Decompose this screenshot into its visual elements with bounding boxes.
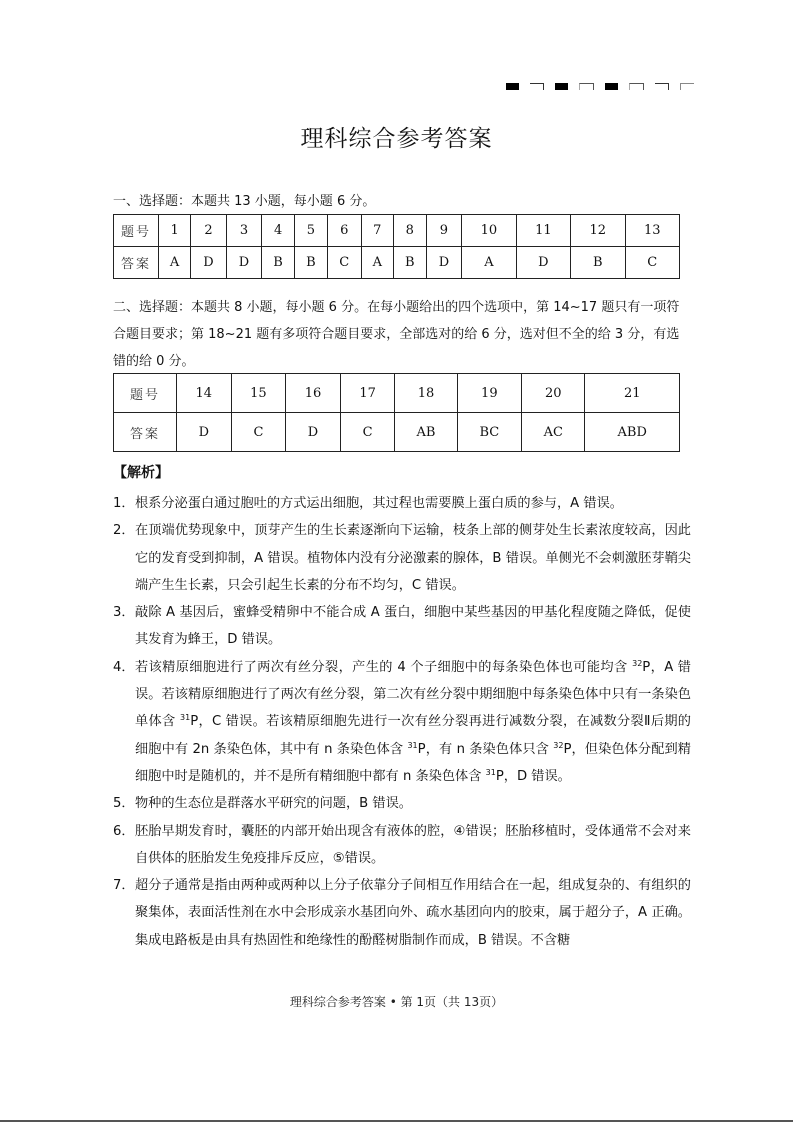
item-number: 7． (113, 878, 135, 894)
analysis-item (113, 599, 691, 654)
answer-cell: D (177, 413, 232, 452)
isotope-superscript: 31 (407, 740, 418, 750)
mark-solid (555, 83, 568, 90)
answer-table-1 (113, 214, 680, 279)
question-number-cell: 3 (226, 215, 261, 247)
analysis-item (113, 818, 691, 873)
item-number: 4． (113, 659, 135, 675)
analysis-item (113, 517, 691, 599)
question-number-cell: 13 (625, 215, 680, 247)
mark-open (655, 83, 669, 90)
analysis-item (113, 872, 691, 954)
answer-cell: ABD (585, 413, 680, 452)
answer-cell: AC (522, 413, 585, 452)
mark-open (530, 83, 544, 90)
item-text: 物种的生态位是群落水平研究的问题，B 错误。 (135, 796, 412, 812)
row-label: 答案 (114, 247, 159, 279)
isotope-superscript: 31 (180, 713, 191, 723)
item-number: 1． (113, 496, 135, 511)
row-label: 题号 (114, 215, 159, 247)
answer-cell: B (262, 247, 295, 279)
answer-cell: C (340, 413, 395, 452)
question-number-cell: 14 (177, 374, 232, 413)
answer-cell: D (426, 247, 461, 279)
answer-cell: D (286, 413, 341, 452)
question-number-cell: 19 (457, 374, 522, 413)
item-text: 敲除 A 基因后，蜜蜂受精卵中不能合成 A 蛋白，细胞中某些基因的甲基化程度随之降低，促使其发育为蜂王，D 错误。 (135, 605, 691, 648)
section2-heading: 二、选择题：本题共 8 小题，每小题 6 分。在每小题给出的四个选项中，第 14~17 题只有一项符合题目要求；第 18~21 题有多项符合题目要求，全部选对的给 6 分，选对但不全的给 3 分，有选错的给 0 分。 (113, 300, 680, 369)
answer-cell: C (327, 247, 361, 279)
mark-solid (605, 83, 618, 90)
isotope-superscript: 32 (632, 658, 643, 668)
question-number-cell: 9 (426, 215, 461, 247)
question-number-cell: 15 (231, 374, 286, 413)
question-number-cell: 6 (327, 215, 361, 247)
item-text: 胚胎早期发育时，囊胚的内部开始出现含有液体的腔，④错误；胚胎移植时，受体通常不会对来自供体的胚胎发生免疫排斥反应，⑤错误。 (135, 823, 691, 866)
answer-cell: C (231, 413, 286, 452)
text-segment: P，A 错误。若该精原细胞进行了两次有丝分裂，第二次有丝分裂中期细胞中每条染色体中只有一条染色单体含 (135, 659, 691, 730)
analysis-heading: 【解析】 (113, 465, 169, 481)
answer-cell: BC (457, 413, 522, 452)
answer-row (114, 413, 680, 452)
answer-cell: B (393, 247, 426, 279)
question-number-cell: 4 (262, 215, 295, 247)
item-text: 在顶端优势现象中，顶芽产生的生长素逐渐向下运输，枝条上部的侧芽处生长素浓度较高，因此它的发育受到抑制，A 错误。植物体内没有分泌激素的腺体，B 错误。单侧光不会刺激胚芽鞘尖端产生生长素，只会引起生长素的分布不均匀，C 错误。 (135, 523, 691, 593)
item-number: 5． (113, 796, 135, 812)
question-number-cell: 12 (571, 215, 625, 247)
answer-cell: C (625, 247, 680, 279)
analysis-list (113, 490, 691, 954)
answer-cell: A (462, 247, 516, 279)
text-segment: 若该精原细胞进行了两次有丝分裂，产生的 4 个子细胞中的每条染色体也可能均含 (135, 659, 633, 675)
question-number-cell: 10 (462, 215, 516, 247)
row-label: 答案 (114, 413, 177, 452)
question-number-cell: 17 (340, 374, 395, 413)
item-text: 根系分泌蛋白通过胞吐的方式运出细胞，其过程也需要膜上蛋白质的参与，A 错误。 (135, 496, 623, 511)
answer-table-2 (113, 373, 680, 452)
mark-open (680, 83, 694, 90)
answer-cell: A (159, 247, 191, 279)
question-number-cell: 2 (191, 215, 226, 247)
question-number-cell: 8 (393, 215, 426, 247)
answer-cell: A (361, 247, 393, 279)
question-number-cell: 5 (294, 215, 327, 247)
item-number: 2． (113, 523, 135, 539)
answer-row (114, 247, 680, 279)
mark-open (629, 83, 644, 90)
page-title: 理科综合参考答案 (300, 126, 493, 152)
mark-solid (506, 83, 519, 90)
question-number-cell: 1 (159, 215, 191, 247)
text-segment: P，D 错误。 (495, 768, 571, 784)
answer-cell: D (516, 247, 570, 279)
answer-cell: D (226, 247, 261, 279)
page-footer: 理科综合参考答案 • 第 1页（共 13页） (289, 995, 504, 1009)
section1-heading: 一、选择题：本题共 13 小题，每小题 6 分。 (113, 194, 376, 209)
item-text: 超分子通常是指由两种或两种以上分子依靠分子间相互作用结合在一起，组成复杂的、有组织的聚集体，表面活性剂在水中会形成亲水基团向外、疏水基团向内的胶束，属于超分子，A 正确。集成电路板是由具有热固性和绝缘性的酚醛树脂制作而成，B 错误。不含糖 (135, 878, 691, 948)
question-number-cell: 18 (395, 374, 457, 413)
item-text (135, 654, 691, 790)
registration-marks (506, 83, 694, 93)
analysis-item (113, 654, 691, 790)
item-number: 3． (113, 605, 135, 621)
question-row (114, 374, 680, 413)
analysis-item (113, 490, 691, 517)
answer-cell: AB (395, 413, 457, 452)
answer-cell: B (571, 247, 625, 279)
analysis-item (113, 790, 691, 817)
item-number: 6． (113, 823, 135, 839)
row-label: 题号 (114, 374, 177, 413)
text-segment: P，但染色体分配到精细胞中时是随机的，并不是所有精细胞中都有 n 条染色体含 (135, 741, 691, 784)
question-number-cell: 20 (522, 374, 585, 413)
question-number-cell: 7 (361, 215, 393, 247)
answer-cell: B (294, 247, 327, 279)
question-number-cell: 21 (585, 374, 680, 413)
text-segment: P，有 n 条染色体只含 (417, 741, 554, 757)
question-number-cell: 16 (286, 374, 341, 413)
question-number-cell: 11 (516, 215, 570, 247)
text-segment: P，C 错误。若该精原细胞先进行一次有丝分裂再进行减数分裂，在减数分裂Ⅱ后期的细胞中有 2n 条染色体，其中有 n 条染色体含 (135, 714, 691, 757)
mark-open (579, 83, 594, 90)
isotope-superscript: 31 (485, 767, 496, 777)
question-row (114, 215, 680, 247)
answer-cell: D (191, 247, 226, 279)
isotope-superscript: 32 (553, 740, 564, 750)
